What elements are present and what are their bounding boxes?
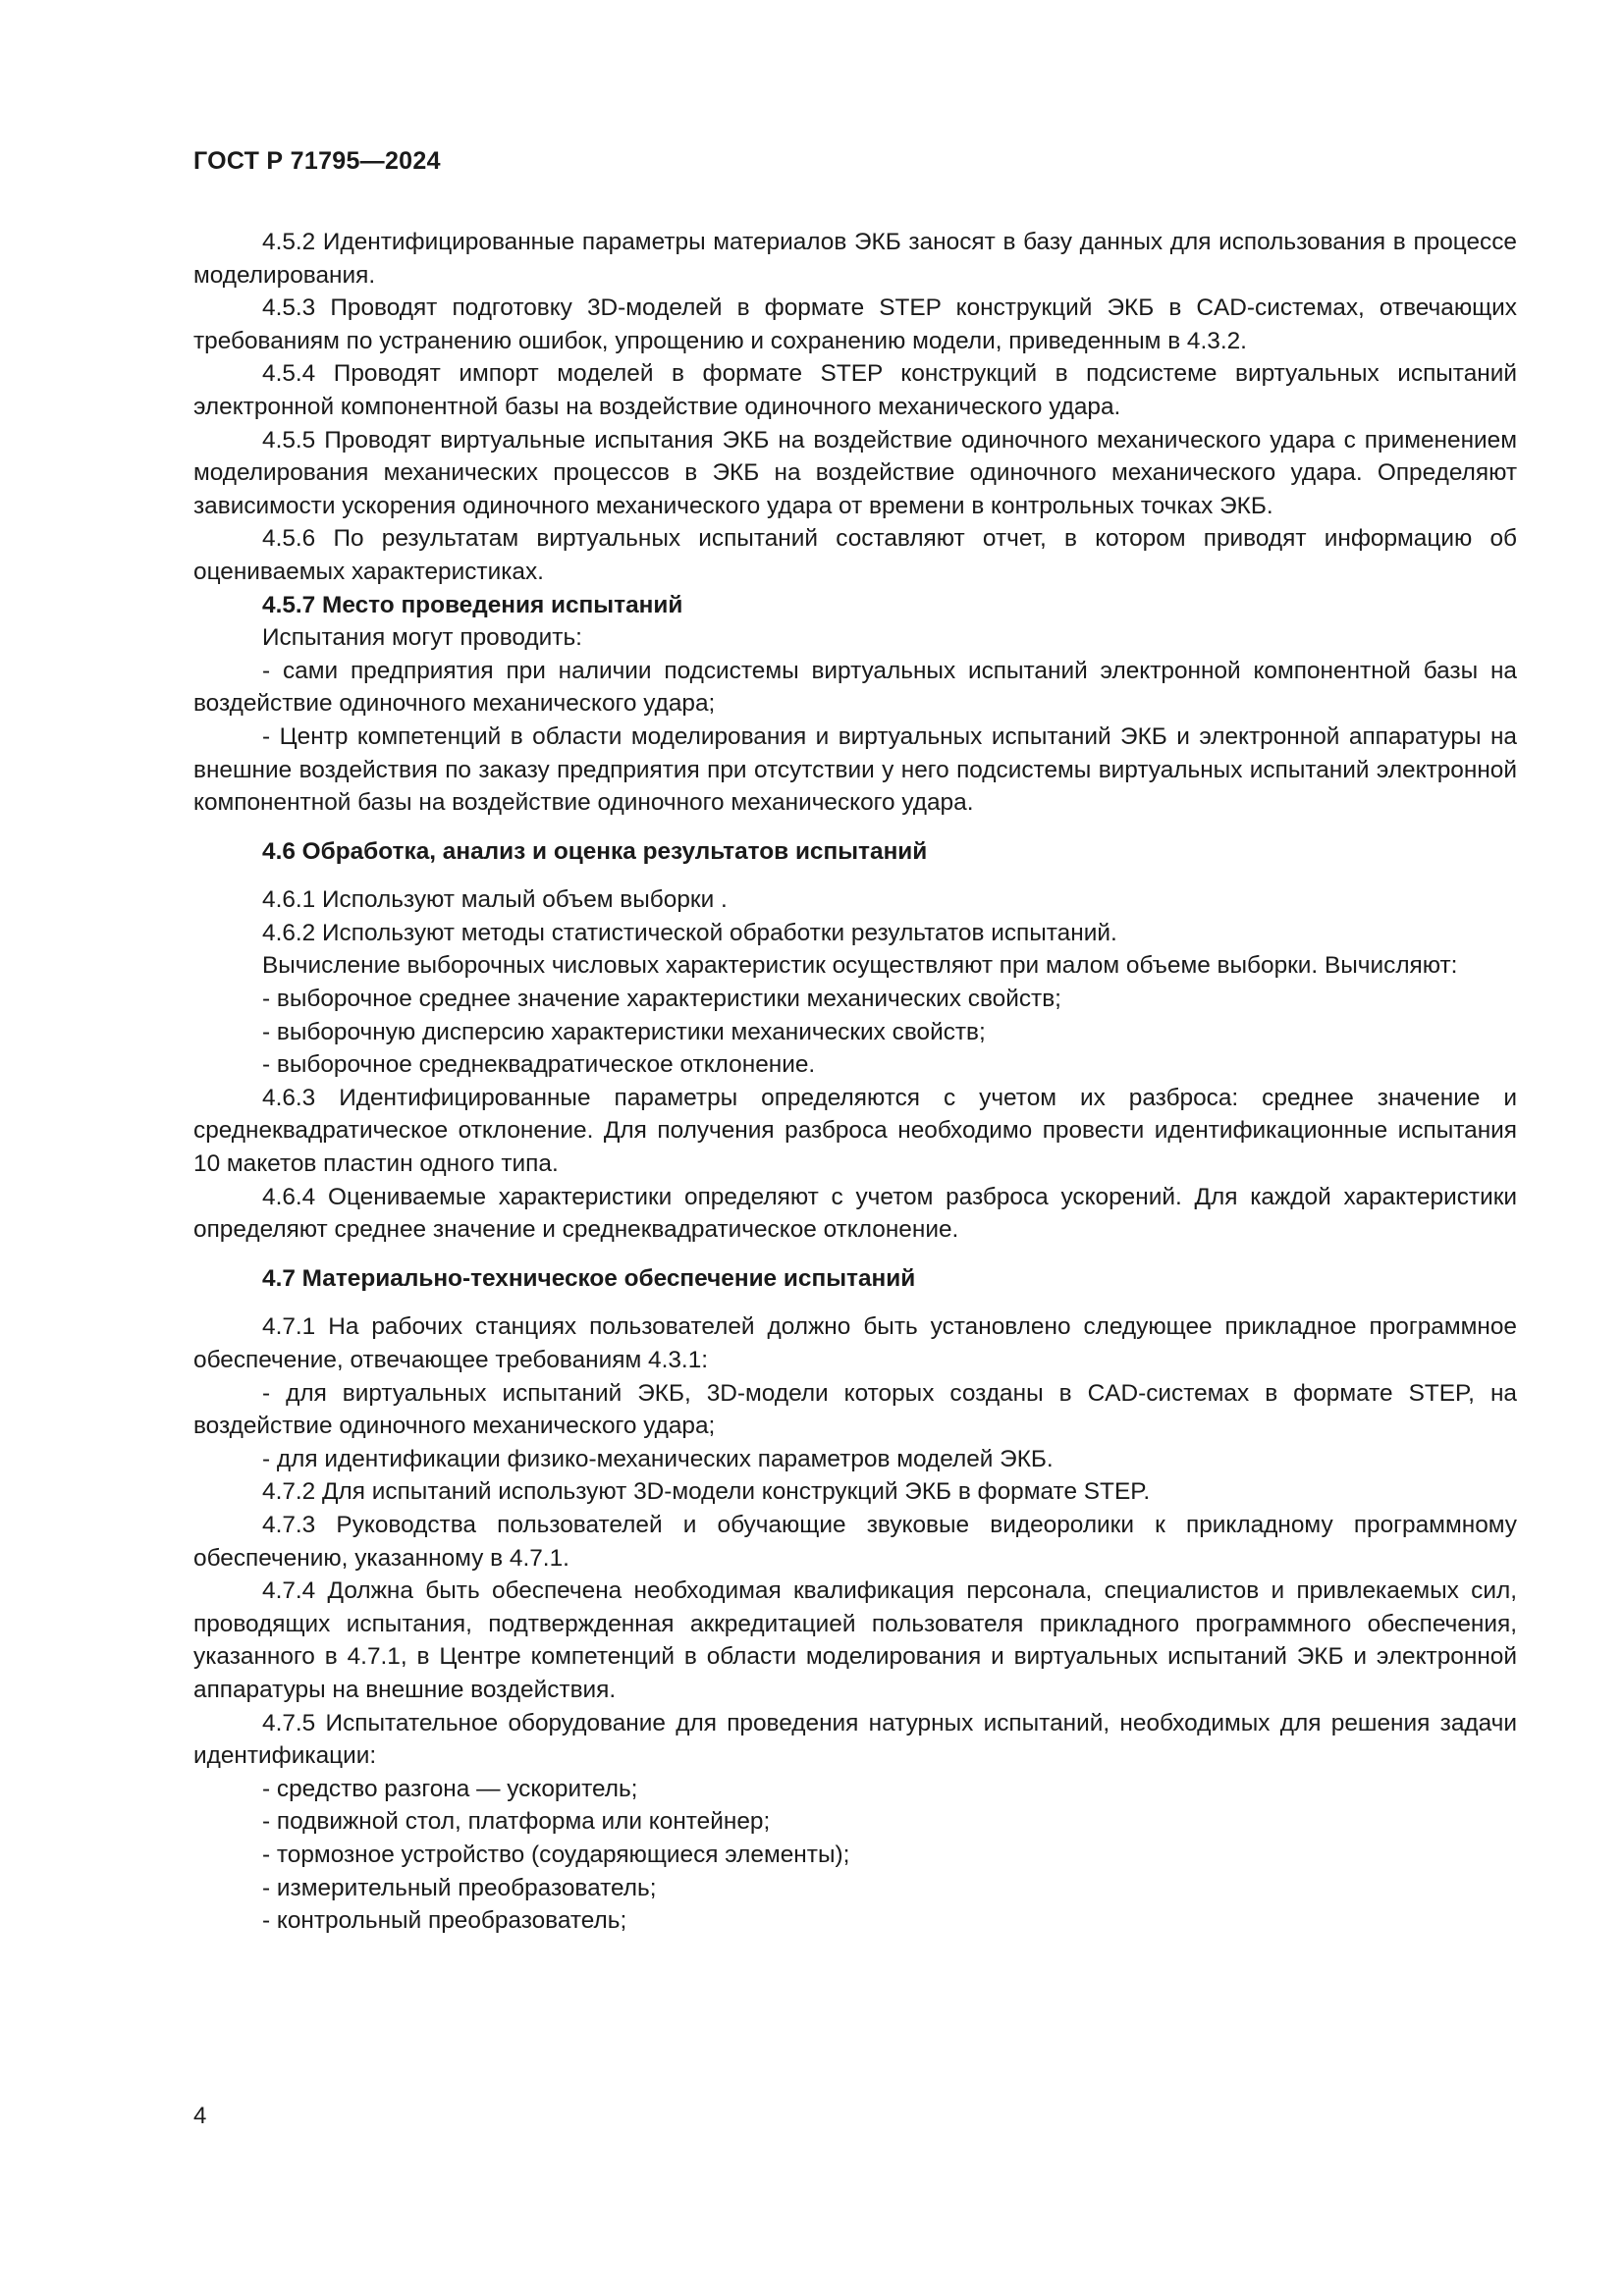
section-heading-4-6: 4.6 Обработка, анализ и оценка результатов испытаний: [262, 837, 928, 865]
list-item: - выборочное среднее значение характеристики механических свойств;: [262, 986, 1061, 1013]
paragraph-4-6-4: 4.6.4 Оцениваемые характеристики определяют с учетом разброса ускорений. Для каждой характеристики определяют среднее значение и среднеквадратическое отклонение.: [193, 1183, 1517, 1244]
list-item: - выборочную дисперсию характеристики механических свойств;: [262, 1018, 986, 1045]
paragraph-4-6-3: 4.6.3 Идентифицированные параметры определяются с учетом их разброса: среднее значение и среднеквадратическое отклонение. Для получения разброса необходимо провести идентификационные испытания 10 макетов пластин одного типа.: [193, 1084, 1517, 1178]
list-item: - средство разгона — ускоритель;: [262, 1775, 638, 1802]
document-body: [193, 226, 1517, 1938]
paragraph-4-5-5: 4.5.5 Проводят виртуальные испытания ЭКБ на воздействие одиночного механического удара с применением моделирования механических процессов в ЭКБ на воздействие одиночного механического удара. Определяют зависимости ускорения одиночного механического удара от времени в контрольных точках ЭКБ.: [193, 426, 1517, 519]
paragraph-4-7-5: 4.7.5 Испытательное оборудование для проведения натурных испытаний, необходимых для решения задачи идентификации:: [193, 1709, 1517, 1770]
list-item: - измерительный преобразователь;: [262, 1874, 657, 1901]
list-item: - для виртуальных испытаний ЭКБ, 3D-модели которых созданы в CAD-системах в формате STEP, на воздействие одиночного механического удара;: [193, 1379, 1517, 1440]
list-item: - подвижной стол, платформа или контейнер;: [262, 1808, 771, 1836]
paragraph-4-5-6: 4.5.6 По результатам виртуальных испытаний составляют отчет, в котором приводят информацию об оцениваемых характеристиках.: [193, 525, 1517, 585]
paragraph-4-6-2: 4.6.2 Используют методы статистической обработки результатов испытаний.: [262, 919, 1117, 946]
paragraph-4-5-3: 4.5.3 Проводят подготовку 3D-моделей в формате STEP конструкций ЭКБ в CAD-системах, отвечающих требованиям по устранению ошибок, упрощению и сохранению модели, приведенным в 4.3.2.: [193, 294, 1517, 354]
page-number: 4: [193, 2103, 207, 2129]
list-item: - для идентификации физико-механических параметров моделей ЭКБ.: [262, 1445, 1054, 1472]
paragraph: Вычисление выборочных числовых характеристик осуществляют при малом объеме выборки. Вычисляют:: [262, 952, 1458, 980]
list-item: - сами предприятия при наличии подсистемы виртуальных испытаний электронной компонентной базы на воздействие одиночного механического удара;: [193, 657, 1517, 718]
list-item: - Центр компетенций в области моделирования и виртуальных испытаний ЭКБ и электронной аппаратуры на внешние воздействия по заказу предприятия при отсутствии у него подсистемы виртуальных испытаний электронной компонентной базы на воздействие одиночного механического удара.: [193, 722, 1517, 817]
paragraph-4-5-2: 4.5.2 Идентифицированные параметры материалов ЭКБ заносят в базу данных для использования в процессе моделирования.: [193, 229, 1517, 289]
paragraph-4-7-2: 4.7.2 Для испытаний используют 3D-модели конструкций ЭКБ в формате STEP.: [262, 1478, 1151, 1506]
paragraph-4-7-3: 4.7.3 Руководства пользователей и обучающие звуковые видеоролики к прикладному программному обеспечению, указанному в 4.7.1.: [193, 1511, 1517, 1572]
paragraph-intro: Испытания могут проводить:: [262, 624, 582, 652]
section-heading-4-7: 4.7 Материально-техническое обеспечение испытаний: [262, 1264, 916, 1292]
standard-designation: ГОСТ Р 71795—2024: [193, 147, 441, 175]
subheading-4-5-7: 4.5.7 Место проведения испытаний: [262, 591, 683, 618]
paragraph-4-7-4: 4.7.4 Должна быть обеспечена необходимая квалификация персонала, специалистов и привлекаемых сил, проводящих испытания, подтвержденная аккредитацией пользователя прикладного программного обеспечения, указанного в 4.7.1, в Центре компетенций в области моделирования и виртуальных испытаний ЭКБ и электронной аппаратуры на внешние воздействия.: [193, 1577, 1517, 1703]
list-item: - выборочное среднеквадратическое отклонение.: [262, 1051, 816, 1079]
list-item: - тормозное устройство (соударяющиеся элементы);: [262, 1841, 850, 1868]
list-item: - контрольный преобразователь;: [262, 1907, 627, 1935]
paragraph-4-5-4: 4.5.4 Проводят импорт моделей в формате STEP конструкций в подсистеме виртуальных испытаний электронной компонентной базы на воздействие одиночного механического удара.: [193, 360, 1517, 420]
paragraph-4-6-1: 4.6.1 Используют малый объем выборки .: [262, 886, 728, 914]
paragraph-4-7-1: 4.7.1 На рабочих станциях пользователей должно быть установлено следующее прикладное программное обеспечение, отвечающее требованиям 4.3.1:: [193, 1313, 1517, 1373]
